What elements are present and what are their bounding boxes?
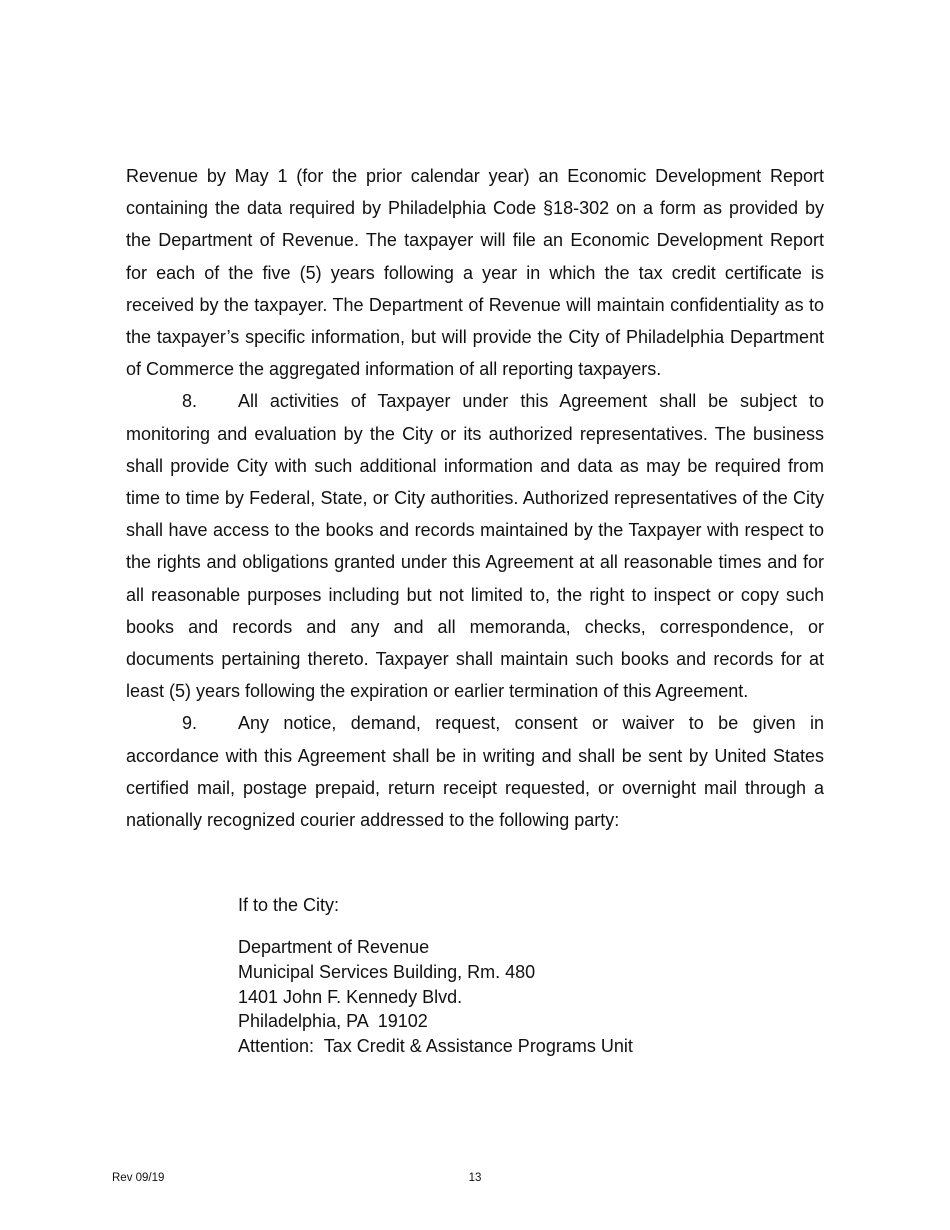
address-line-city-state-zip: Philadelphia, PA 19102	[238, 1011, 428, 1032]
address-line-building: Municipal Services Building, Rm. 480	[238, 961, 536, 982]
address-line-department: Department of Revenue	[238, 937, 430, 957]
footer-revision: Rev 09/19	[112, 1172, 165, 1184]
section-8-number: 8.	[182, 391, 198, 412]
notice-address-heading: If to the City:	[238, 895, 340, 915]
notice-address-block	[238, 893, 633, 1059]
section-9-number: 9.	[182, 713, 198, 734]
continuation-paragraph: Revenue by May 1 (for the prior calendar year) an Economic Development Report containing the data required by Philadelphia Code §18-302 on a form as provided by the Department of Revenue. The taxpayer will file an Economic Development Report for each of the five (5) years following a year in which the tax credit certificate is received by the taxpayer. The Department of Revenue will maintain confidentiality as to the taxpayer’s specific information, but will provide the City of Philadelphia Department of Commerce the aggregated information of all reporting taxpayers.	[126, 166, 824, 380]
section-8-text: All activities of Taxpayer under this Agreement shall be subject to monitoring and evaluation by the City or its authorized representatives. The business shall provide City with such additional information and data as may be required from time to time by Federal, State, or City authorities. Authorized representatives of the City shall have access to the books and records maintained by the Taxpayer with respect to the rights and obligations granted under this Agreement at all reasonable times and for all reasonable purposes including but not limited to, the right to inspect or copy such books and records and any and all memoranda, checks, correspondence, or documents pertaining thereto. Taxpayer shall maintain such books and records for at least (5) years following the expiration or earlier termination of this Agreement.	[126, 391, 824, 702]
address-line-street: 1401 John F. Kennedy Blvd.	[238, 986, 463, 1007]
document-body	[126, 160, 824, 836]
footer-page-number: 13	[468, 1172, 482, 1184]
section-9-paragraph	[126, 707, 824, 836]
address-line-attention: Attention: Tax Credit & Assistance Programs Unit	[238, 1036, 633, 1057]
section-8-paragraph	[126, 385, 824, 707]
section-9-text: Any notice, demand, request, consent or waiver to be given in accordance with this Agreement shall be in writing and shall be sent by United States certified mail, postage prepaid, return receipt requested, or overnight mail through a nationally recognized courier addressed to the following party:	[126, 713, 824, 831]
